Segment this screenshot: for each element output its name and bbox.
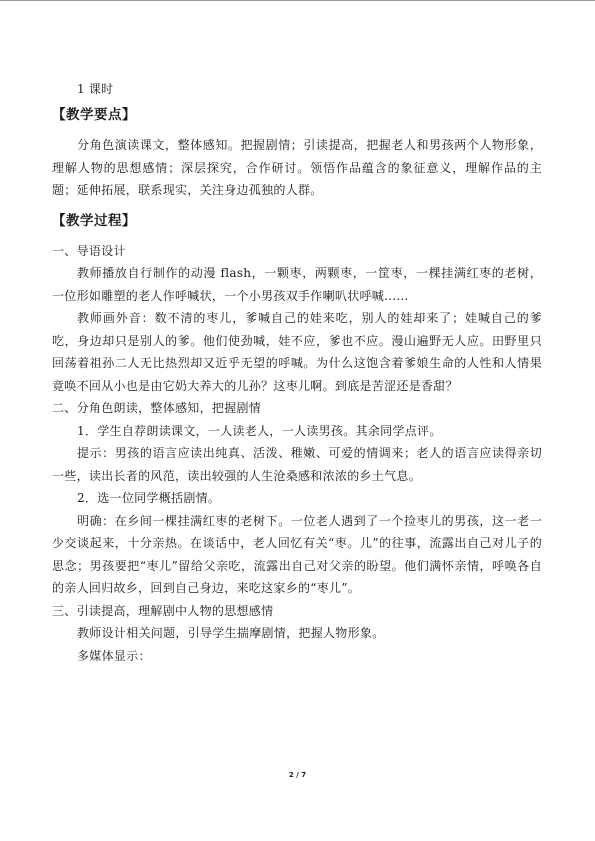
paragraph: 提示：男孩的语言应读出纯真、活泼、稚嫩、可爱的情调来；老人的语言应读得亲切一些，读出长者的风范，读出较强的人生沧桑感和浓浓的乡土气息。 [52, 446, 542, 483]
section-heading-reading: 二、分角色朗读，整体感知，把握剧情 [52, 401, 262, 415]
page-number: 2 / 7 [288, 771, 307, 779]
paragraph: 明确：在乡间一棵挂满红枣的老树下。一位老人遇到了一个捡枣儿的男孩，这一老一少交谈起来，十分亲热。在谈话中，老人回忆有关“枣。儿”的往事，流露出自己对儿子的思念；男孩要把“枣儿”留给父亲吃，流露出自己对父亲的盼望。他们满怀亲情，呼唤各自的亲人回归故乡，回到自己身边，来吃这家乡的“枣儿”。 [52, 513, 542, 595]
page-top-rule [0, 0, 595, 1]
paragraph: 多媒体显示： [77, 648, 151, 663]
teaching-points-heading: 【教学要点】 [52, 107, 136, 123]
class-hours: 1 课时 [77, 82, 114, 96]
section-heading-intro: 一、导语设计 [52, 243, 126, 258]
document-body [52, 78, 542, 667]
paragraph: 2．选一位同学概括剧情。 [77, 491, 221, 505]
paragraph: 教师画外音：数不清的枣儿，爹喊自己的娃来吃，别人的娃却来了；娃喊自己的爹吃，身边却只是别人的爹。他们使劲喊，娃不应，爹也不应。漫山遍野无人应。田野里只回荡着祖孙二人无比热烈却又近乎无望的呼喊。为什么这饱含着爹娘生命的人性和人情果竟唤不回从小也是由它奶大养大的儿孙？这枣儿啊。到底是苦涩还是香甜？ [52, 311, 542, 393]
paragraph: 教师播放自行制作的动漫 flash，一颗枣，两颗枣，一筐枣，一棵挂满红枣的老树，一位形如雕塑的老人作呼喊状，一个小男孩双手作喇叭状呼喊…… [52, 266, 542, 303]
paragraph: 1．学生自荐朗读课文，一人读老人，一人读男孩。其余同学点评。 [77, 423, 442, 438]
teaching-points-paragraph: 分角色演读课文，整体感知。把握剧情；引读提高，把握老人和男孩两个人物形象，理解人物的思想感情；深层探究，合作研讨。领悟作品蕴含的象征意义，理解作品的主题；延伸拓展，联系现实，关注身边孤独的人群。 [52, 138, 542, 197]
paragraph: 教师设计相关问题，引导学生揣摩剧情，把握人物形象。 [77, 626, 385, 640]
section-heading-characters: 三、引读提高，理解剧中人物的思想感情 [52, 603, 274, 618]
teaching-process-heading: 【教学过程】 [52, 212, 136, 229]
